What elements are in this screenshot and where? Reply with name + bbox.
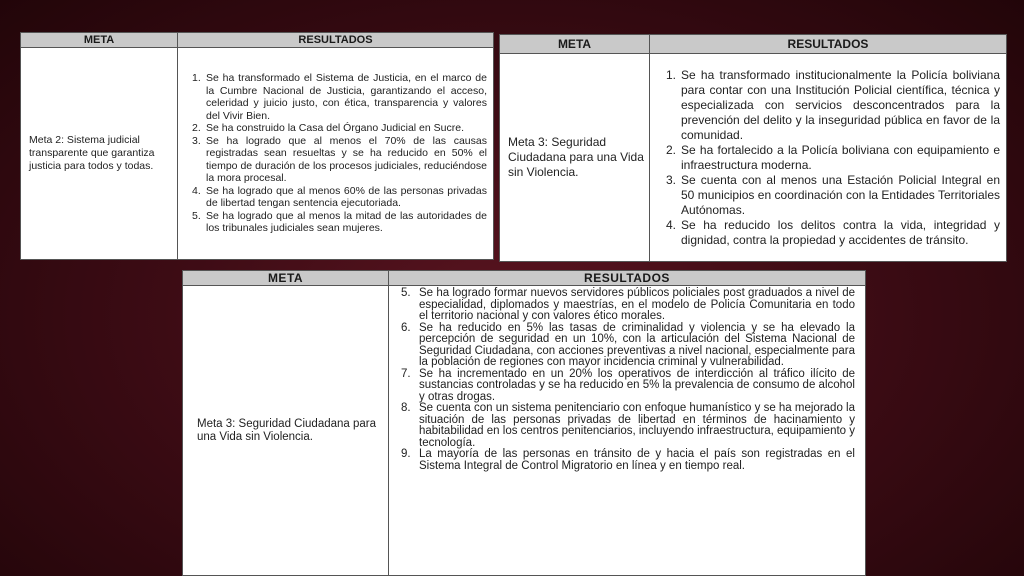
result-item — [192, 122, 487, 135]
results-list — [389, 286, 865, 472]
result-number: 3. — [666, 172, 677, 187]
results-list — [178, 70, 493, 237]
result-item — [192, 72, 487, 122]
meta-cell: Meta 3: Seguridad Ciudadana para una Vida sin Violencia. — [500, 54, 650, 262]
result-item — [666, 218, 1000, 248]
column-header-resultados: RESULTADOS — [650, 35, 1007, 54]
result-number: 1. — [666, 67, 677, 82]
result-item — [401, 403, 855, 449]
result-text: Se ha logrado que al menos el 70% de las causas registradas sean resueltas y se ha reducido en 50% el tiempo de duración de los procesos judiciales, reduciéndose la mora procesal. — [206, 134, 487, 185]
result-number: 5. — [192, 209, 201, 222]
result-text: Se cuenta con al menos una Estación Policial Integral en 50 municipios en coordinación con la Entidades Territoriales Autónomas. — [681, 172, 1000, 217]
result-number: 5. — [401, 287, 411, 299]
result-text: La mayoría de las personas en tránsito de y hacia el país son registradas en el Sistema Integral de Control Migratorio en línea y en tiempo real. — [419, 448, 855, 472]
result-text: Se ha reducido los delitos contra la vida, integridad y dignidad, contra la propiedad y accidentes de tránsito. — [681, 217, 1000, 247]
result-number: 9. — [401, 448, 411, 460]
result-item — [401, 288, 855, 323]
result-text: Se ha construido la Casa del Órgano Judicial en Sucre. — [206, 122, 464, 135]
column-header-meta: META — [183, 271, 389, 286]
table-meta-3-part-2 — [182, 270, 866, 576]
column-header-meta: META — [500, 35, 650, 54]
result-item — [192, 185, 487, 210]
result-number: 7. — [401, 367, 411, 380]
column-header-resultados: RESULTADOS — [389, 271, 866, 286]
results-cell — [389, 286, 866, 576]
column-header-resultados: RESULTADOS — [178, 33, 494, 48]
result-item — [666, 68, 1000, 143]
result-number: 2. — [192, 122, 201, 135]
result-number: 3. — [192, 134, 201, 147]
result-text: Se cuenta con un sistema penitenciario con enfoque humanístico y se ha mejorado la situación de las personas privadas de libertad en términos de hacinamiento y habitabilidad en los centros penitenciarios, incluyendo infraestructura, equipamiento y tecnología. — [419, 402, 855, 449]
results-list — [650, 65, 1006, 251]
result-text: Se ha transformado institucionalmente la Policía boliviana para contar con una Institución Policial científica, técnica y especializada con servicios desconcentrados para la prevención del delito y la inseguridad pública en favor de la comunidad. — [681, 67, 1000, 142]
result-item — [401, 449, 855, 472]
results-cell — [650, 54, 1007, 262]
result-number: 1. — [192, 72, 201, 85]
table-meta-2 — [20, 32, 494, 260]
result-item — [666, 143, 1000, 173]
result-number: 4. — [192, 184, 201, 197]
result-text: Se ha logrado que al menos 60% de las personas privadas de libertad tengan sentencia ejecutoriada. — [206, 184, 487, 210]
result-text: Se ha transformado el Sistema de Justicia, en el marco de la Cumbre Nacional de Justicia, garantizando el acceso, celeridad y juicio justo, con ética, transparencia y valores del Vivir Bien. — [206, 72, 487, 122]
result-text: Se ha fortalecido a la Policía boliviana con equipamiento e infraestructura moderna. — [681, 142, 1000, 172]
result-number: 8. — [401, 402, 411, 414]
result-item — [192, 210, 487, 235]
result-text: Se ha logrado que al menos la mitad de las autoridades de los tribunales judiciales sean mujeres. — [206, 209, 487, 235]
result-text: Se ha incrementado en un 20% los operativos de interdicción al tráfico ilícito de sustancias controladas y se ha reducido en 5% la prevalencia de consumo de alcohol y otras drogas. — [419, 367, 855, 403]
column-header-meta: META — [21, 33, 178, 48]
meta-cell: Meta 3: Seguridad Ciudadana para una Vida sin Violencia. — [183, 286, 389, 576]
table-meta-3-part-1 — [499, 34, 1007, 262]
result-number: 2. — [666, 142, 677, 157]
results-cell — [178, 48, 494, 260]
result-item — [666, 173, 1000, 218]
result-text: Se ha reducido en 5% las tasas de criminalidad y violencia y se ha elevado la percepción de seguridad en un 10%, con la articulación del Sistema Nacional de Seguridad Ciudadana, con acciones preventivas a nivel nacional, especialmente para la población de regiones con mayor incidencia criminal y vulnerabilidad. — [419, 321, 856, 368]
result-number: 6. — [401, 321, 411, 334]
result-item — [401, 369, 855, 404]
result-item — [192, 135, 487, 185]
result-item — [401, 323, 855, 369]
result-number: 4. — [666, 217, 677, 232]
result-text: Se ha logrado formar nuevos servidores públicos policiales post graduados a nivel de especialidad, diplomados y maestrías, en el modelo de Policía Comunitaria en todo el territorio nacional y con valores ético morales. — [419, 287, 855, 322]
meta-cell: Meta 2: Sistema judicial transparente que garantiza justicia para todos y todas. — [21, 48, 178, 260]
